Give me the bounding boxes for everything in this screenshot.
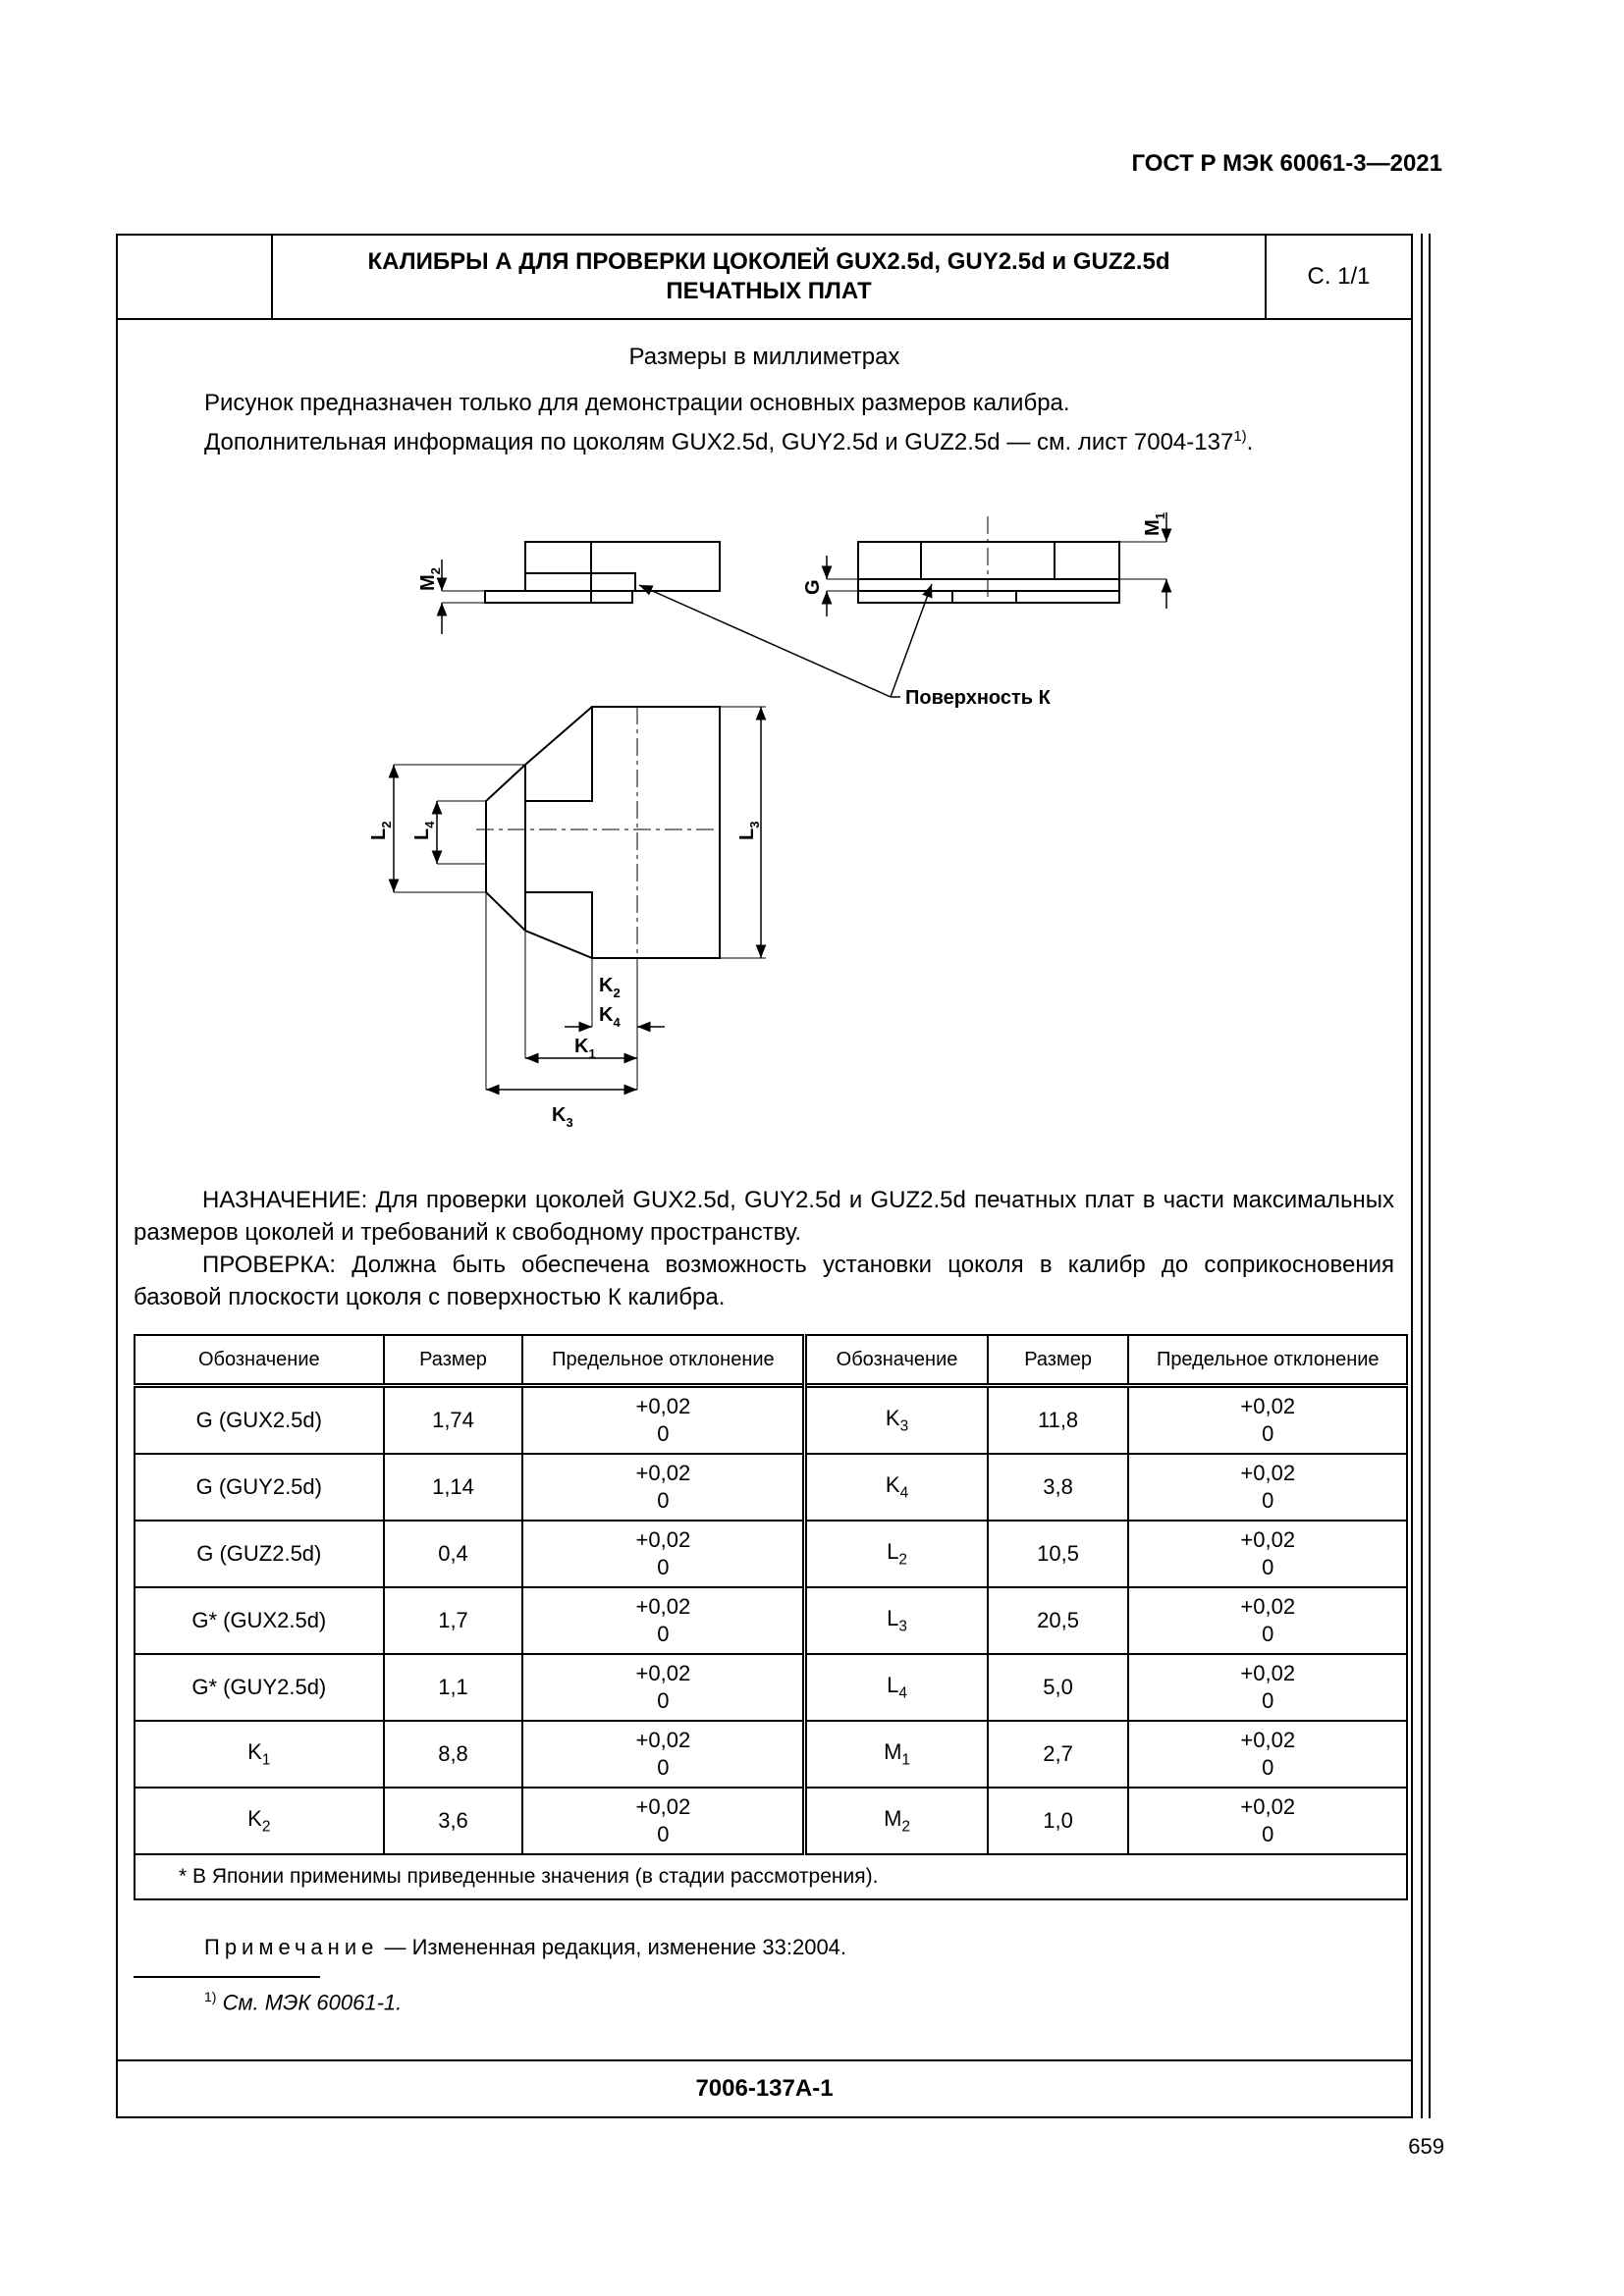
- label-l4-sub: 4: [422, 821, 437, 828]
- label-k1: [574, 1036, 596, 1061]
- col-header: Предельное отклонение: [1128, 1335, 1407, 1386]
- label-k2-sub: 2: [613, 986, 621, 1000]
- size-cell: 1,7: [384, 1587, 523, 1654]
- tolerance-cell: [1128, 1454, 1407, 1521]
- check-paragraph: ПРОВЕРКА: Должна быть обеспечена возможность установки цоколя в калибр до соприкосновения базовой плоскости цоколя с поверхностью К калибра.: [134, 1252, 1394, 1310]
- tolerance-cell: [522, 1454, 804, 1521]
- designation-text: G* (GUX2.5d): [191, 1608, 327, 1632]
- tolerance-upper: +0,02: [635, 1728, 691, 1752]
- col-header: Обозначение: [805, 1335, 988, 1386]
- side-view-left: [442, 542, 720, 634]
- size-cell: 1,1: [384, 1654, 523, 1721]
- dimensions-note: Размеры в миллиметрах: [628, 344, 900, 370]
- label-m2-letter: M: [417, 574, 439, 591]
- table-footnote: * В Японии применимы приведенные значения (в стадии рассмотрения).: [135, 1854, 1407, 1899]
- label-l2: [368, 822, 394, 840]
- tolerance-cell: [1128, 1788, 1407, 1854]
- table-row: [135, 1587, 1407, 1654]
- table-header-row: [135, 1335, 1407, 1386]
- label-k4: [599, 1004, 621, 1030]
- dimensions-table: [134, 1334, 1408, 1900]
- tolerance-cell: [1128, 1721, 1407, 1788]
- tolerance-upper: +0,02: [1240, 1527, 1296, 1552]
- designation-text: M: [884, 1805, 902, 1831]
- tolerance-upper: +0,02: [635, 1461, 691, 1485]
- sheet-edge-line: [1421, 234, 1423, 2118]
- designation-cell: [135, 1587, 384, 1654]
- tolerance-cell: [522, 1788, 804, 1854]
- intro-line-2: Дополнительная информация по цоколям GUX2.5d, GUY2.5d и GUZ2.5d — см. лист 7004-137$^{1)}$.: [204, 428, 1254, 455]
- tolerance-upper: +0,02: [1240, 1394, 1296, 1418]
- footnote-mark: 1): [204, 1989, 217, 2004]
- size-cell: 3,6: [384, 1788, 523, 1854]
- designation-cell: [135, 1721, 384, 1788]
- intro-line-1: Рисунок предназначен только для демонстрации основных размеров калибра.: [204, 390, 1070, 416]
- note-label: Примечание: [204, 1935, 379, 1959]
- designation-cell: [805, 1721, 988, 1788]
- purpose-paragraph: НАЗНАЧЕНИЕ: Для проверки цоколей GUX2.5d, GUY2.5d и GUZ2.5d печатных плат в части максимальных размеров цоколей и требований к свободному пространству.: [134, 1187, 1394, 1246]
- size-cell: 1,0: [988, 1788, 1129, 1854]
- designation-cell: [805, 1521, 988, 1587]
- designation-text: L: [887, 1672, 899, 1697]
- label-l3: [736, 822, 762, 840]
- label-l2-letter: L: [368, 828, 390, 840]
- designation-cell: [805, 1386, 988, 1455]
- tolerance-lower: 0: [1262, 1822, 1274, 1846]
- table-row: [135, 1654, 1407, 1721]
- tolerance-lower: 0: [1262, 1488, 1274, 1513]
- size-cell: 10,5: [988, 1521, 1129, 1587]
- standard-code: ГОСТ Р МЭК 60061-3—2021: [1131, 150, 1442, 177]
- tolerance-lower: 0: [1262, 1622, 1274, 1646]
- tolerance-cell: [1128, 1654, 1407, 1721]
- designation-text: L: [887, 1538, 899, 1564]
- note-text: — Измененная редакция, изменение 33:2004.: [378, 1935, 847, 1959]
- label-k1-letter: K: [574, 1036, 589, 1057]
- designation-text: M: [884, 1738, 902, 1764]
- size-cell: 1,14: [384, 1454, 523, 1521]
- designation-text: G (GUZ2.5d): [196, 1541, 322, 1566]
- label-m1-letter: M: [1142, 519, 1164, 536]
- tolerance-lower: 0: [657, 1822, 670, 1846]
- col-header: Размер: [384, 1335, 523, 1386]
- designation-text: L: [887, 1605, 899, 1630]
- tolerance-lower: 0: [657, 1421, 670, 1446]
- designation-subscript: 1: [261, 1751, 271, 1769]
- size-cell: 0,4: [384, 1521, 523, 1587]
- tolerance-lower: 0: [657, 1555, 670, 1579]
- label-k3-letter: K: [552, 1104, 567, 1126]
- tolerance-upper: +0,02: [635, 1594, 691, 1619]
- label-m2-sub: 2: [428, 567, 443, 575]
- tolerance-lower: 0: [657, 1488, 670, 1513]
- tolerance-lower: 0: [657, 1622, 670, 1646]
- tolerance-cell: [522, 1521, 804, 1587]
- designation-subscript: 2: [898, 1551, 907, 1569]
- label-l4-letter: L: [411, 828, 433, 840]
- tolerance-lower: 0: [657, 1755, 670, 1780]
- sheet-title-line1: КАЛИБРЫ А ДЛЯ ПРОВЕРКИ ЦОКОЛЕЙ GUX2.5d, GUY2.5d и GUZ2.5d: [367, 248, 1170, 275]
- designation-cell: [135, 1454, 384, 1521]
- footnote-divider: [134, 1976, 320, 1978]
- tolerance-cell: [522, 1587, 804, 1654]
- page-number: 659: [1408, 2134, 1444, 2159]
- size-cell: 2,7: [988, 1721, 1129, 1788]
- tolerance-lower: 0: [657, 1688, 670, 1713]
- designation-text: K: [247, 1738, 262, 1764]
- designation-cell: [805, 1654, 988, 1721]
- label-m1: [1142, 512, 1167, 536]
- designation-text: K: [885, 1405, 900, 1430]
- size-cell: 11,8: [988, 1386, 1129, 1455]
- size-cell: 1,74: [384, 1386, 523, 1455]
- intro-line-2-text: Дополнительная информация по цоколям GUX2.5d, GUY2.5d и GUZ2.5d — см. лист 7004-137: [204, 429, 1234, 455]
- tolerance-lower: 0: [1262, 1755, 1274, 1780]
- label-l3-sub: 3: [747, 821, 762, 828]
- designation-text: G* (GUY2.5d): [191, 1675, 327, 1699]
- tolerance-cell: [1128, 1386, 1407, 1455]
- table-row: [135, 1721, 1407, 1788]
- designation-cell: [805, 1587, 988, 1654]
- designation-subscript: 2: [901, 1818, 910, 1836]
- label-k4-letter: K: [599, 1004, 614, 1026]
- size-cell: 20,5: [988, 1587, 1129, 1654]
- label-m2: [417, 567, 443, 591]
- tolerance-upper: +0,02: [635, 1527, 691, 1552]
- col-header: Размер: [988, 1335, 1129, 1386]
- table-row: [135, 1788, 1407, 1854]
- size-cell: 3,8: [988, 1454, 1129, 1521]
- designation-subscript: 1: [901, 1751, 910, 1769]
- tolerance-upper: +0,02: [1240, 1661, 1296, 1685]
- purpose-section: [134, 1184, 1394, 1313]
- intro-footnote-mark: 1): [1233, 428, 1247, 445]
- tolerance-cell: [522, 1721, 804, 1788]
- designation-subscript: 2: [261, 1818, 271, 1836]
- designation-text: G (GUY2.5d): [195, 1474, 322, 1499]
- tolerance-upper: +0,02: [1240, 1461, 1296, 1485]
- label-k2: [599, 975, 621, 1000]
- tolerance-cell: [522, 1386, 804, 1455]
- table-row: [135, 1386, 1407, 1455]
- tolerance-upper: +0,02: [635, 1794, 691, 1819]
- label-m1-sub: 1: [1153, 512, 1167, 520]
- sheet-number: 7006-137A-1: [118, 2059, 1411, 2116]
- designation-text: K: [885, 1471, 900, 1497]
- designation-cell: [805, 1788, 988, 1854]
- note: [204, 1935, 846, 1960]
- col-header: Обозначение: [135, 1335, 384, 1386]
- tolerance-upper: +0,02: [635, 1661, 691, 1685]
- table-row: [135, 1521, 1407, 1587]
- tolerance-lower: 0: [1262, 1688, 1274, 1713]
- sheet-edge-line: [1429, 234, 1431, 2118]
- label-k4-sub: 4: [613, 1015, 621, 1030]
- tolerance-upper: +0,02: [1240, 1794, 1296, 1819]
- plan-view: [394, 707, 766, 1090]
- designation-cell: [135, 1386, 384, 1455]
- label-k1-sub: 1: [588, 1046, 596, 1061]
- footnote: [204, 1989, 402, 2015]
- sheet-page-ref: С. 1/1: [1265, 236, 1411, 318]
- size-cell: 5,0: [988, 1654, 1129, 1721]
- tolerance-upper: +0,02: [635, 1394, 691, 1418]
- designation-cell: [805, 1454, 988, 1521]
- designation-cell: [135, 1521, 384, 1587]
- label-k2-letter: K: [599, 975, 614, 996]
- label-k3: [552, 1104, 573, 1130]
- tolerance-upper: +0,02: [1240, 1594, 1296, 1619]
- col-header: Предельное отклонение: [522, 1335, 804, 1386]
- footnote-text: См. МЭК 60061-1.: [216, 1990, 403, 2015]
- table-row: [135, 1454, 1407, 1521]
- side-view-right: [827, 512, 1166, 616]
- designation-cell: [135, 1788, 384, 1854]
- datasheet-frame: [116, 234, 1413, 2118]
- size-cell: 8,8: [384, 1721, 523, 1788]
- label-l4: [411, 821, 437, 840]
- tolerance-lower: 0: [1262, 1555, 1274, 1579]
- label-k3-sub: 3: [566, 1115, 573, 1130]
- tolerance-upper: +0,02: [1240, 1728, 1296, 1752]
- designation-subscript: 3: [898, 1618, 907, 1635]
- designation-subscript: 4: [899, 1484, 909, 1502]
- tolerance-cell: [1128, 1587, 1407, 1654]
- sheet-title-line2: ПЕЧАТНЫХ ПЛАТ: [666, 278, 872, 304]
- label-l2-sub: 2: [379, 821, 394, 828]
- designation-text: K: [247, 1805, 262, 1831]
- designation-subscript: 4: [898, 1684, 907, 1702]
- designation-text: G (GUX2.5d): [195, 1408, 322, 1432]
- tolerance-lower: 0: [1262, 1421, 1274, 1446]
- designation-subscript: 3: [899, 1417, 909, 1435]
- label-l3-letter: L: [736, 828, 758, 840]
- label-surface-k: Поверхность К: [905, 687, 1051, 709]
- designation-cell: [135, 1654, 384, 1721]
- tolerance-cell: [522, 1654, 804, 1721]
- gauge-drawing: [118, 236, 1411, 1178]
- label-g: G: [802, 579, 824, 595]
- tolerance-cell: [1128, 1521, 1407, 1587]
